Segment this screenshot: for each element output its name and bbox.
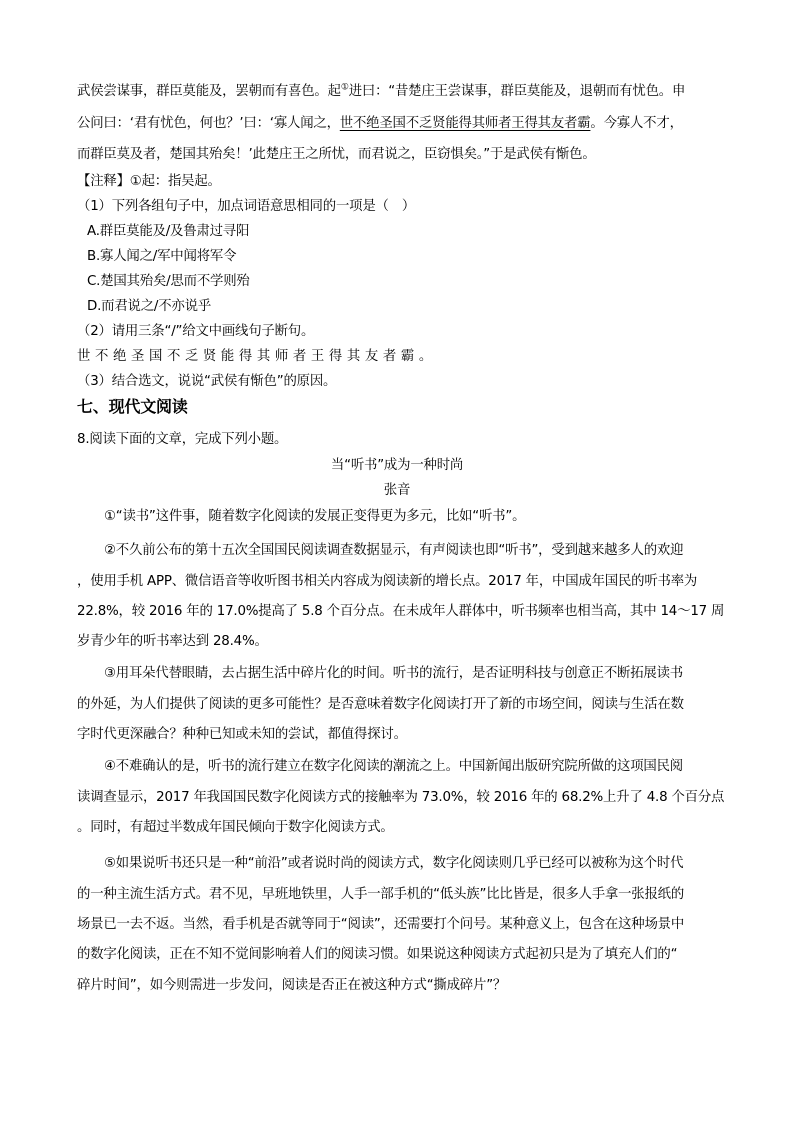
option-c: C.楚国其殆矣/思而不学则殆: [87, 274, 250, 289]
annotation: 【注释】①起：指吴起。: [77, 174, 221, 189]
option-d: D.而君说之/不亦说乎: [87, 299, 212, 314]
paragraph-4-line: ④不难确认的是，听书的流行建立在数字化阅读的潮流之上。中国新闻出版研究院所做的这项国民阅: [104, 759, 683, 774]
passage-line: 而群臣莫及者，楚国其殆矣！’此楚庄王之所忧，而君说之，臣窃惧矣。”于是武侯有惭色。: [77, 147, 596, 162]
paragraph-2-line: 22.8%，较 2016 年的 17.0%提高了 5.8 个百分点。在未成年人群体中，听书频率也相当高，其中 14～17 周: [77, 604, 725, 619]
option-a: A.群臣莫能及/及鲁肃过寻阳: [87, 224, 250, 239]
passage-text: 公问曰：‘君有忧色，何也？’曰：‘寡人闻之，: [77, 116, 340, 131]
passage-text: 进曰：“昔楚庄王尝谋事，群臣莫能及，退朝而有忧色。申: [348, 84, 686, 99]
paragraph-2-line: 岁青少年的听书率达到 28.4%。: [77, 634, 268, 649]
question-3: （3）结合选文，说说“武侯有惭色”的原因。: [77, 374, 337, 389]
question-2: （2）请用三条“/”给文中画线句子断句。: [77, 324, 315, 339]
paragraph-5-line: ⑤如果说听书还只是一种“前沿”或者说时尚的阅读方式，数字化阅读则几乎已经可以被称为这个时代: [104, 856, 684, 871]
article-author: 张音: [383, 483, 411, 498]
paragraph-1: ①“读书”这件事，随着数字化阅读的发展正变得更为多元，比如“听书”。: [104, 509, 526, 524]
paragraph-2-line: ②不久前公布的第十五次全国国民阅读调查数据显示，有声阅读也即“听书”，受到越来越多人的欢迎: [104, 543, 684, 558]
paragraph-4-line: 。同时，有超过半数成年国民倾向于数字化阅读方式。: [77, 820, 394, 835]
paragraph-3-line: 的外延，为人们提供了阅读的更多可能性？是否意味着数字化阅读打开了新的市场空间，阅读与生活在数: [77, 697, 684, 712]
article-title: 当“听书”成为一种时尚: [330, 458, 464, 473]
paragraph-3-line: ③用耳朵代替眼睛，去占据生活中碎片化的时间。听书的流行，是否证明科技与创意正不断拓展读书: [104, 666, 683, 681]
paragraph-5-line: 碎片时间”，如今则需进一步发问，阅读是否正在被这种方式“撕成碎片”？: [77, 978, 507, 993]
question-2-sentence: 世不绝圣国不乏贤能得其师者王得其友者霸。: [77, 349, 437, 364]
passage-text: 。今寡人不才，: [590, 116, 683, 131]
passage-line: [77, 115, 737, 133]
section-title: 七、现代文阅读: [77, 397, 188, 416]
option-b: B.寡人闻之/军中闻将军令: [87, 249, 237, 264]
question-8-intro: 8.阅读下面的文章，完成下列小题。: [77, 432, 288, 447]
question-1: （1）下列各组句子中，加点词语意思相同的一项是（ ）: [77, 199, 416, 214]
underlined-sentence: 世不绝圣国不乏贤能得其师者王得其友者霸: [339, 116, 591, 131]
paragraph-5-line: 的数字化阅读，正在不知不觉间影响着人们的阅读习惯。如果说这种阅读方式起初只是为了填充人们的“: [77, 947, 678, 962]
note-mark: ①: [340, 83, 349, 93]
passage-text: 武侯尝谋事，群臣莫能及，罢朝而有喜色。起: [77, 84, 341, 99]
paragraph-3-line: 字时代更深融合？种种已知或未知的尝试，都值得探讨。: [77, 727, 407, 742]
paragraph-2-line: ，使用手机 APP、微信语音等收听图书相关内容成为阅读新的增长点。2017 年，中国成年国民的听书率为: [77, 574, 698, 589]
passage-line: [77, 83, 737, 101]
paragraph-5-line: 场景已一去不返。当然，看手机是否就等同于“阅读”，还需要打个问号。某种意义上，包含在这种场景中: [77, 917, 685, 932]
paragraph-5-line: 的一种主流生活方式。君不见，早班地铁里，人手一部手机的“低头族”比比皆是，很多人手拿一张报纸的: [77, 887, 685, 902]
paragraph-4-line: 读调查显示，2017 年我国国民数字化阅读方式的接触率为 73.0%，较 2016 年的 68.2%上升了 4.8 个百分点: [77, 790, 725, 805]
